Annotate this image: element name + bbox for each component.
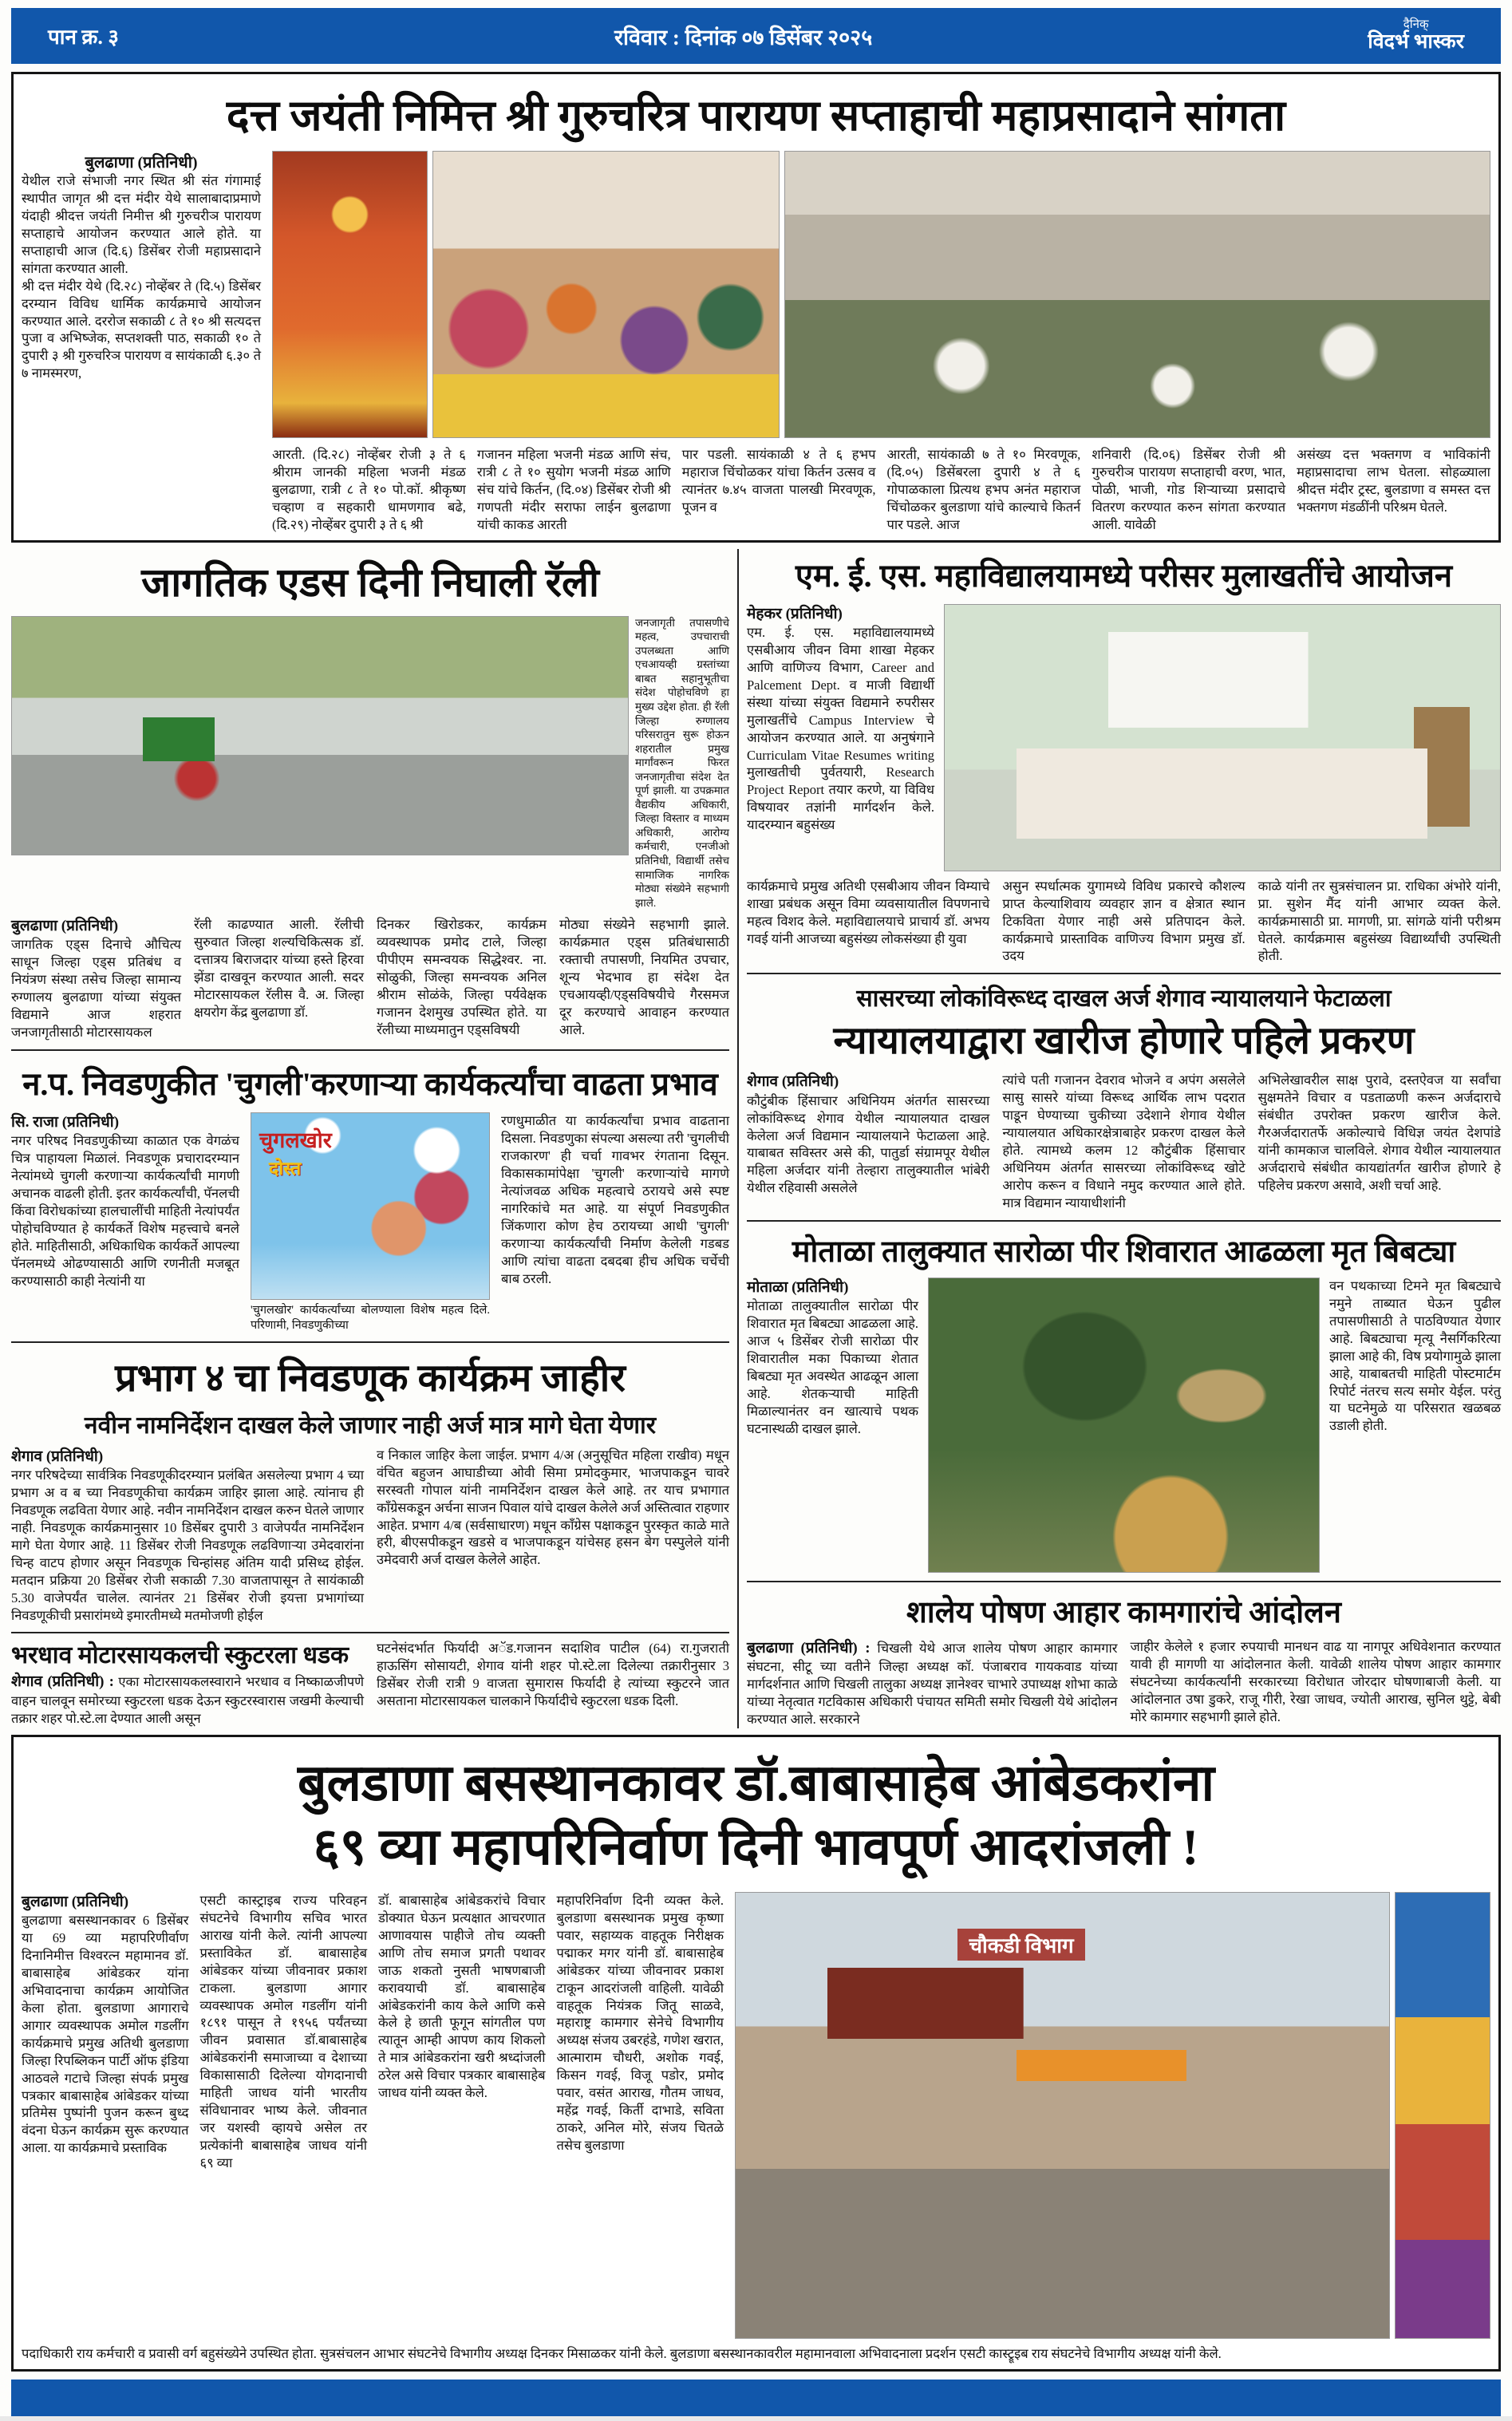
datta-col-5: शनिवारी (दि.०६) डिसेंबर रोजी श्री गुरुचरीञ पारायण सप्ताहाची वरण, भात, पोळी, भाजी, गोड शिऱ्याच्या प्रसादाचे वितरण करण्यात करुन सांगता करण्यात आली. यावेळी	[1092, 447, 1286, 532]
datta-headline: दत्त जयंती निमित्त श्री गुरुचरित्र पारायण सप्ताहाची महाप्रसादाने सांगता	[226, 92, 1286, 140]
nutrition-col-1	[747, 1638, 1118, 1728]
prabhag-byline: शेगाव (प्रतिनिधी)	[11, 1447, 104, 1465]
newspaper-logo	[1368, 19, 1464, 53]
chugalkhor-cartoon-image	[251, 1112, 490, 1300]
chugli-headline: न.प. निवडणुकीत 'चुगली'करणाऱ्या कार्यकर्त्यांचा वाढता प्रभाव	[22, 1066, 718, 1103]
rally-side-column: जनजागृती तपासणीचे महत्व, उपचाराची उपलब्धता आणि एचआयव्ही ग्रस्तांच्या बाबत सहानुभूतीचा संदेश पोहोचविणे हा मुख्य उद्देश होता. ही रॅली जिल्हा रुग्णालय परिसरातुन सुरू होऊन शहरातील प्रमुख मार्गांवरून फिरत जनजागृतीचा संदेश देत पूर्ण झाली. या उपक्रमात वैद्यकीय अधिकारी, जिल्हा विस्तार व माध्यम अधिकारी, आरोग्य कर्मचारी, एनजीओ प्रतिनिधी, विद्यार्थी तसेच सामाजिक नागरिक मोठ्या संख्येने सहभागी झाले.	[635, 616, 729, 909]
scooter-headline: भरधाव मोटारसायकलची स्कुटरला धडक	[11, 1642, 349, 1669]
mes-intro-column	[747, 604, 934, 871]
scooter-col-1	[11, 1640, 364, 1727]
scooter-byline: शेगाव (प्रतिनिधी) :	[11, 1673, 114, 1691]
article-chugli	[11, 1057, 729, 1343]
date-line: रविवार : दिनांक ०७ डिसेंबर २०२५	[614, 25, 873, 49]
article-mes-college	[747, 549, 1501, 981]
article-aids-rally	[11, 549, 729, 1057]
datta-col-1: आरती. (दि.२८) नोव्हेंबर रोजी ३ ते ६ श्रीराम जानकी महिला भजनी मंडळ बुलढाणा, रात्री ८ ते १० पो.कॉ. श्रीकृष्ण चव्हाण व सहकारी धामणगाव बढे, (दि.२९) नोव्हेंबर दुपारी ३ ते ६ श्री	[272, 447, 466, 532]
court-headline-top: सासरच्या लोकांविरूध्द दाखल अर्ज शेगाव न्यायालयाने फेटाळला	[856, 985, 1392, 1013]
prasad-distribution-photo	[784, 151, 1490, 438]
leopard-headline: मोताळा तालुक्यात सारोळा पीर शिवारात आढळला मृत बिबट्या	[792, 1234, 1456, 1269]
mes-byline: मेहकर (प्रतिनिधी)	[747, 605, 843, 622]
datta-paragraph-2: श्री दत्त मंदीर येथे (दि.२८) नोव्हेंबर ते (दि.५) डिसेंबर दरम्यान विविध धार्मिक कार्यक्रमाचे आयोजन करण्यात आले. दररोज सकाळी ८ ते १० श्री सत्यदत्त पुजा व अभिष्जेक, सप्तशक्ती पाठ, सकाळी १० ते दुपारी ३ श्री गुरुचरिञ पारायण व सायंकाळी ६.३० ते ७ नामस्मरण,	[22, 278, 261, 381]
rally-col-3: दिनकर खिरोडकर, कार्यक्रम व्यवस्थापक प्रमोद टाले, जिल्हा पीपीएम समन्वयक सिद्धेश्वर. ना. सोळुकी, जिल्हा समन्वयक अनिल श्रीराम सोळंके, जिल्हा पर्यवेक्षक गजानन देशमुख उपस्थित होते. या रॅलीच्या माध्यमातुन एड्सविषयी	[377, 917, 547, 1037]
ambedkar-col-3: डॉ. बाबासाहेब आंबेडकरांचे विचार डोक्यात घेऊन प्रत्यक्षात आचरणात आणावयास पाहीजे तोच व्यक्ती आणि तोच समाज प्रगती पथावर जाऊ शकतो नुसती भाषणबाजी करावयाची डॉ. बाबासाहेब आंबेडकरांनी काय केले आणि कसे केले हे छाती फूगून सांगतील पण त्यातून आम्ही आपण काय शिकलो ते मात्र आंबेडकरांना खरी श्रध्दांजली ठरेल असे विचार पत्रकार बाबासाहेब जाधव यांनी व्यक्त केले.	[378, 1892, 546, 2101]
ambedkar-headline-line2: ६९ व्या महापरिनिर्वाण दिनी भावपूर्ण आदरांजली !	[313, 1818, 1199, 1875]
ambedkar-headline-line1: बुलडाणा बसस्थानकावर डॉ.बाबासाहेब आंबेडकरांना	[297, 1754, 1215, 1811]
rally-col-2: रॅली काढण्यात आली. रॅलीची सुरुवात जिल्हा शल्यचिकित्सक डॉ. दत्तात्रय बिराजदार यांच्या हस्ते हिरवा झेंडा दाखवून करण्यात आली. सदर मोटारसायकल रॅलीस वै. अ. जिल्हा क्षयरोग केंद्र बुलढाणा डॉ.	[194, 917, 364, 1020]
rally-col-4: मोठ्या संख्येने सहभागी झाले. कार्यक्रमात एड्स प्रतिबंधासाठी रक्ताची तपासणी, नियमित उपचार, शून्य भेदभाव हा संदेश देत एचआयव्ही/एड्सविषयीचे गैरसमज दूर करण्याचे आवाहन करण्यात आले.	[559, 917, 729, 1037]
leopard-byline: मोताळा (प्रतिनिधी)	[747, 1278, 849, 1296]
bus-station-tribute-photo	[735, 1892, 1390, 2339]
rally-col-1-text: जागतिक एड्स दिनाचे औचित्य साधून जिल्हा एड्स प्रतिबंध व नियंत्रण संस्था तसेच जिल्हा सामान्य रुग्णालय बुलढाणा यांच्या संयुक्त विद्यमाने आज शहरात जनजागृतीसाठी मोटारसायकल	[11, 937, 181, 1041]
ambedkar-col-4: महापरिनिर्वाण दिनी व्यक्त केले. बुलडाणा बसस्थानक प्रमुख कृष्णा पवार, सहाय्यक वाहतूक निरीक्षक पद्माकर मगर यांनी डॉ. बाबासाहेब आंबेडकर यांच्या जीवनावर प्रकाश टाकून आदरांजली वाहिली. यावेळी वाहतूक नियंत्रक जितू साळवे, महाराष्ट्र कामगार सेनेचे विभागीय अध्यक्ष संजय उबरहंडे, गणेश खरात, आत्माराम चौधरी, अशोक गवई, किसन गवई, विजू पडोर, प्रमोद पवार, वसंत आराख, गौतम जाधव, महेंद्र गवई, किर्ती दाभाडे, सविता ठाकरे, अनिल मोरे, संजय चितळे तसेच बुलडाणा	[556, 1892, 724, 2154]
datta-byline: बुलढाणा (प्रतिनिधी)	[85, 154, 198, 172]
chugli-col-3: रणधुमाळीत या कार्यकर्त्यांचा प्रभाव वाढताना दिसला. निवडणुका संपल्या असल्या तरी 'चुगलीची राजकारण' ही चर्चा गावभर रंगताना दिसून. विकासकामांपेक्षा 'चुगली' करणाऱ्यांचे मागणे नेत्यांजवळ अधिक महत्वाचे ठरायचे असे स्पष्ट नागरिकांचे मत आहे. या संपूर्ण निवडणुकीत जिंकणारा कोण हेच ठरायच्या आधी 'चुगली' करणाऱ्या कार्यकर्त्यांची निर्माण केलेली गडबड आणि त्यांचा वाढता दबदबा हीच अधिक चर्चेची बाब ठरली.	[501, 1113, 729, 1286]
scooter-col-2: घटनेसंदर्भात फिर्यादी अॅड.गजानन सदाशिव पाटील (64) रा.गुजराती हाऊसिंग सोसायटी, शेगाव यांनी शहर पो.स्टे.ला दिलेल्या तक्रारीनुसार 3 डिसेंबर रोजी रात्री 9 वाजता सुमारास फिर्यादी हे त्यांच्या स्कुटरने जात असताना मोटारसायकल चालकाने फिर्यादीचे स्कुटरला धडक दिली.	[377, 1641, 729, 1709]
rally-col-1	[11, 916, 181, 1041]
chugli-byline: सि. राजा (प्रतिनिधी)	[11, 1114, 120, 1132]
court-col-2: त्यांचे पती गजानन देवराव भोजने व अपंग असलेले सासु सासरे यांच्या विरूध्द आर्थिक लाभ पदरात पाडून घेण्याच्या चुकीच्या उदेशाने शेगाव येथील न्यायालयात अधिकारक्षेत्राबाहेर प्रकरण दाखल केले होते. त्यामध्ये कलम 12 कौटुंबीक हिंसाचार अधिनियम अंतर्गत सासरच्या लोकांविरूध्द खोटे आरोप करून व विधाने नमुद करण्यात आले होते. मात्र विद्यमान न्यायाधीशांनी	[1002, 1072, 1246, 1210]
datta-col-4: आरती, सायंकाळी ७ ते १० मिरवणूक, (दि.०५) डिसेंबरला दुपारी ४ ते ६ गोपाळकाला प्रित्यथ हभप अनंत महाराज चिंचोळकर बुलडाणा यांचे काल्याचे कितर्न पार पडले. आज	[886, 447, 1081, 532]
dead-leopard-photo	[928, 1278, 1320, 1573]
scooter-col-1-text: एका मोटारसायकलस्वाराने भरधाव व निष्काळजीपणे वाहन चालवून समोरच्या स्कुटरला धडक देऊन स्कुटरस्वारास जखमी केल्याची तक्रार शहर पो.स्टे.ला देण्यात आली असून	[11, 1674, 365, 1726]
datta-col-2: गजानन महिला भजनी मंडळ आणि संच, रात्री ८ ते १० सुयोग भजनी मंडळ आणि संच यांचे किर्तन, (दि.०४) डिसेंबर रोजी श्री गणपती मंदीर सराफा लाईन बुलढाणा यांची काकड आरती	[476, 447, 671, 532]
nutrition-headline: शालेय पोषण आहार कामगारांचे आंदोलन	[906, 1595, 1341, 1629]
ambedkar-headline	[22, 1744, 1490, 1892]
article-datta-jayanti	[11, 72, 1501, 543]
mes-seminar-photo	[944, 604, 1501, 871]
chugli-col-1	[11, 1112, 239, 1333]
datta-col-3: पार पडली. सायंकाळी ४ ते ६ हभप महाराज चिंचोळकर यांचा किर्तन उत्सव व त्यानंतर ७.४५ वाजता पालखी मिरवणूक, पूजन व	[681, 447, 876, 515]
colorful-poster-image	[1395, 1892, 1490, 2339]
article-nutrition-protest	[747, 1589, 1501, 1728]
article-scooter-accident	[11, 1640, 729, 1727]
cartoon-word-chugalkhor: चुगलखोर	[259, 1128, 332, 1153]
chugli-col-1-text: नगर परिषद निवडणुकीच्या काळात एक वेगळंच चित्र पाहायला मिळालं. निवडणूक प्रचारादरम्यान नेत्यांमध्ये चुगली करणाऱ्या कार्यकर्त्यांची मागणी अचानक वाढली होती. इतर कार्यकर्त्यांची, पॅनलची किंवा विरोधकांच्या हालचालींची माहिती नेत्यांपर्यंत पोहोचविण्यात हे कार्यकर्ते विशेष महत्त्वाचे बनले होते. माहितीसाठी, अधिकाधिक कार्यकर्ते आपल्या पॅनलमध्ये ओढण्यासाठी आणि रणनीती मजबूत करण्यासाठी काही नेत्यांनी या	[11, 1133, 239, 1289]
court-byline: शेगाव (प्रतिनिधी)	[747, 1073, 839, 1091]
chugli-cartoon-block	[251, 1112, 490, 1333]
brand-main: विदर्भ भास्कर	[1368, 30, 1464, 53]
footer-bar	[11, 2380, 1501, 2416]
prabhag-col-1-text: नगर परिषदेच्या सार्वत्रिक निवडणूकीदरम्यान प्रलंबित असलेल्या प्रभाग 4 च्या प्रभाग अ व ब च्या निवडणूकीचा कार्यक्रम जाहिर झाला आहे. त्यांनाच ही निवडणूक लढविता येणार आहे. नवीन नामनिर्देशन दाखल करुन घेतले जाणार नाही. निवडणूक कार्यक्रमानुसार 10 डिसेंबर दुपारी 3 वाजेपर्यंत नामनिर्देशन मागे घेता येणार आहे. 11 डिसेंबर रोजी निवडणूक लढविणाऱ्या उमेदवारांना चिन्ह वाटप होणार असून निवडणूक चिन्हांसह अंतिम यादी प्रसिध्द होईल. मतदान प्रक्रिया 20 डिसेंबर रोजी सकाळी 7.30 वाजतापासून ते सायंकाळी 5.30 वाजेपर्यंत चालेल. त्यानंतर 21 डिसेंबर रोजी इयत्ता प्रभागांच्या निवडणूकीची प्रसारांमध्ये इमारतीमध्ये मतमोजणी होईल	[11, 1467, 364, 1623]
ambedkar-byline: बुलढाणा (प्रतिनिधी)	[22, 1893, 129, 1910]
mes-headline: एम. ई. एस. महाविद्यालयामध्ये परीसर मुलाखतींचे आयोजन	[795, 557, 1453, 594]
masthead-bar	[11, 8, 1501, 64]
nutrition-col-2: जाहीर केलेले १ हजार रुपयाची मानधन वाढ या नागपूर अधिवेशनात करण्यात यावी ही मागणी या आंदोलनात केली. यावेळी शालेय पोषण आहार कामगार संघटनेच्या कार्यकर्त्यांनी सरकारच्या विरोधात जोरदार घोषणाबाजी केली. या आंदोलनात उषा डुकरे, राजू गीरी, रेखा जाधव, ज्योती आराख, सुनिल थुट्टे, बेबी मोरे कामगार सहभागी झाले होते.	[1130, 1638, 1501, 1724]
court-col-3: अभिलेखावरील साक्ष पुरावे, दस्तऐवज या सर्वांचा सुक्षमतेने विचार व पडताळणी करून अर्जदाराचे संबंधीत उपरोक्त प्रकरण खारीज केले. गैरअर्जदारातर्फे अकोल्याचे विधिज्ञ जयंत देशपांडे यांनी कामकाज चालविले. शेगाव येथील न्यायालयात अर्जदाराचे संबंधीत कायद्यांतर्गत खारीज होणारे हे पहिलेच प्रकरण असावे, अशी चर्चा आहे.	[1257, 1072, 1501, 1193]
prabhag-headline: प्रभाग ४ चा निवडणूक कार्यक्रम जाहीर	[115, 1357, 626, 1400]
mes-col-3: काळे यांनी तर सुत्रसंचालन प्रा. राधिका अंभोरे यांनी, प्रा. सुशेन मैंद यांनी आभार व्यक्त केले. कार्यक्रमासाठी प्रा. मागणी, प्रा. सांगळे यांनी परीश्रम घेतले. कार्यक्रमास बहुसंख्य विद्यार्थ्यांची उपस्थिती होती.	[1257, 878, 1501, 964]
article-court-case	[747, 981, 1501, 1222]
page-number: पान क्र. ३	[48, 26, 119, 49]
ambedkar-col-1-text: बुलढाणा बसस्थानकावर 6 डिसेंबर या 69 व्या महापरिणीर्वाण दिनानिमीत्त विश्वरत्न महामानव डॉ. बाबासाहेब आंबेडकर यांना अभिवादनाचा कार्यक्रम आयोजित केला होता. बुलडाणा आगाराचे आगार व्यवस्थापक अमोल गडलींग कार्यक्रमाचे प्रमुख अतिथी बुलडाणा जिल्हा रिपब्लिकन पार्टी ऑफ इंडिया आठवले गटाचे जिल्हा संपर्क प्रमुख पत्रकार बाबासाहेब आंबेडकर यांच्या प्रतिमेस पुष्पांनी पुजन करून बुध्द वंदना घेऊन कार्यक्रम सुरू करण्यात आला. या कार्यक्रमाचे प्रस्ताविक	[22, 1913, 189, 2156]
rally-byline: बुलढाणा (प्रतिनिधी)	[11, 918, 119, 935]
datta-intro-column	[22, 151, 261, 534]
leopard-col-1-text: मोताळा तालुक्यातील सारोळा पीर शिवारात मृत बिबट्या आढळला आहे. आज ५ डिसेंबर रोजी सारोळा पीर शिवारातील मका पिकाच्या शेतात बिबट्या मृत अवस्थेत आढळून आला आहे. शेतकऱ्याची माहिती मिळाल्यानंतर वन खात्याचे पथक घटनास्थळी दाखल झाले.	[747, 1298, 918, 1436]
ambedkar-col-2: एसटी कास्ट्राइब राज्य परिवहन संघटनेचे विभागीय सचिव भारत आराख यांनी केले. त्यांनी आपल्या प्रस्ताविकेत डॉ. बाबासाहेब आंबेडकर यांच्या जीवनावर प्रकाश टाकला. बुलडाणा आगार व्यवस्थापक अमोल गडलींग यांनी १८९१ पासून ते १९५६ पर्यंतच्या जीवन प्रवासात डॉ.बाबासाहेब आंबेडकरांनी समाजाच्या व देशाच्या विकासासाठी दिलेल्या योगदानाची माहिती जाधव यांनी भारतीय संविधानावर भाष्य केले. जीवनात जर यशस्वी व्हायचे असेल तर प्रत्येकांनी बाबासाहेब जाधव यांनी ६९ व्या	[199, 1892, 367, 2170]
prabhag-subhead: नवीन नामनिर्देशन दाखल केले जाणार नाही अर्ज मात्र मागे घेता येणार	[84, 1412, 657, 1439]
datta-paragraph-1: येथील राजे संभाजी नगर स्थित श्री संत गंगामाई स्थापीत जागृत श्री दत्त मंदीर येथे सालाबादाप्रमाणे यंदाही श्रीदत्त जयंती निमीत्त श्री गुरुचरीञ पारायण सप्ताहाचे आयोजन करण्यात आले होते. या सप्ताहाची आज (दि.६) डिसेंबर रोजी महाप्रसादाने सांगता करण्यात आली.	[22, 173, 261, 276]
nutrition-byline: बुलढाणा (प्रतिनिधी) :	[747, 1639, 870, 1657]
mes-col-1: कार्यक्रमाचे प्रमुख अतिथी एसबीआय जीवन विम्याचे शाखा प्रबंधक असून विमा व्यवसायातील विपणनाचे महत्व विशद केले. महाविद्यालयाचे प्राचार्य डॉ. अभय गवई यांनी आजच्या बहुसंख्य लोकसंख्या ही युवा	[747, 878, 990, 946]
leopard-col-1	[747, 1278, 918, 1573]
photo-banner-text: चौकडी विभाग	[957, 1929, 1084, 1961]
rally-photo	[11, 616, 629, 855]
nutrition-col-1-text: चिखली येथे आज शालेय पोषण आहार कामगार संघटना, सीटू च्या वतीने जिल्हा अध्यक्ष कॉ. पंजाबराव गायकवाड यांच्या मार्गदर्शनात आणि चिखली तालुका अध्यक्ष ज्ञानेश्वर चाभारे उपाध्यक्ष शोभा काळे यांच्या नेतृत्वात गटविकास अधिकारी पंचायत समिती समोर चिखली येथे आंदोलन करण्यात आले. सरकारने	[747, 1640, 1118, 1727]
mes-intro-text: एम. ई. एस. महाविद्यालयामध्ये एसबीआय जीवन विमा शाखा मेहकर आणि वाणिज्य विभाग, Career and Palcement Dept. व माजी विद्यार्थी संस्था यांच्या संयुक्त विद्यमाने रुपरीसर मुलाखतींचे Campus Interview चे आयोजन करण्यात आले. या अनुषंगाने Curriculam Vitae Resumes writing मुलाखतीची पुर्वतयारी, Research Project Report तयार करणे, या विविध विषयावर तज्ञांनी मार्गदर्शन केले. यादरम्यान बहुसंख्य	[747, 624, 934, 833]
prabhag-col-1	[11, 1447, 364, 1625]
cartoon-word-dost: दोस्त	[269, 1159, 302, 1179]
article-dead-leopard	[747, 1228, 1501, 1582]
ambedkar-foot-line: पदाधिकारी राय कर्मचारी व प्रवासी वर्ग बहुसंख्येने उपस्थित होता. सुत्रसंचलन आभार संघटनेचे विभागीय अध्यक्ष दिनकर मिसाळकर यांनी केले. बुलडाणा बसस्थानकावरील महामानवाला अभिवादनाला प्रदर्शन एसटी कास्ट्रूइब राय संघटनेचे विभागीय अध्यक्ष यांनी केले.	[22, 2345, 1222, 2361]
brand-top: दैनिक्	[1403, 18, 1429, 31]
court-headline-main: न्यायालयाद्वारा खारीज होणारे पहिले प्रकरण	[833, 1020, 1415, 1063]
chugli-cartoon-caption: 'चुगलखोर' कार्यकर्त्यांच्या बोलण्याला विशेष महत्व दिले. परिणामी, निवडणुकीच्या	[251, 1304, 490, 1332]
ambedkar-col-1	[22, 1892, 189, 2339]
prabhag-col-2: व निकाल जाहिर केला जाईल. प्रभाग 4/अ (अनुसूचित महिला राखीव) मधून वंचित बहुजन आघाडीच्या ओवी सिमा प्रमोदकुमार, भाजपाकडून चावरे सरस्वती गोपाल यांनी नामनिर्देशन दाखल केले आहे. तर याच प्रभागात काँग्रेसकडून अर्चना साजन पिवाल यांचे दाखल केलेले अर्ज अस्तित्वात राहणार आहेत. प्रभाग 4/ब (सर्वसाधारण) मधून काँग्रेस पक्षाकडून पुरस्कृत काळे माते हरी, बीएसपीकडून खडसे व भाजपाकडून यांचेसह हसन बेग पस्पुलेले यांनी उमेदवारी अर्ज दाखल केलेले आहेत.	[377, 1447, 729, 1568]
court-col-1	[747, 1072, 989, 1212]
leopard-col-2: वन पथकाच्या टिमने मृत बिबट्याचे नमुने ताब्यात घेऊन पुढील तपासणीसाठी ते पाठविण्यात येणार आहे. बिबट्याचा मृत्यू नैसर्गिकरित्या झाला आहे की, विष प्रयोगामुळे झाला आहे, याबाबतची माहिती पोस्टमार्टम रिपोर्ट नंतरच सत्य समोर येईल. परंतु या घटनेमुळे या परिसरात खळबळ उडाली होती.	[1329, 1278, 1501, 1434]
article-ambedkar-tribute	[11, 1735, 1501, 2372]
article-prabhag-election	[11, 1349, 729, 1634]
bhajan-mandal-photo	[432, 151, 780, 438]
datta-idol-photo	[272, 151, 428, 438]
mes-col-2: असुन स्पर्धात्मक युगामध्ये विविध प्रकारचे कौशल्य प्राप्त केल्याशिवाय व्यवहार ज्ञान व क्षेत्रात स्थान टिकविता येणार नाही असे प्रतिपादन केले. कार्यक्रमाचे प्रास्ताविक वाणिज्य विभाग प्रमुख डॉ. उदय	[1002, 878, 1246, 964]
rally-headline: जागतिक एडस दिनी निघाली रॅली	[141, 559, 599, 605]
datta-col-6: असंख्य दत्त भक्तगण व भाविकांनी महाप्रसादाचा लाभ घेतला. सोहळ्याला श्रीदत्त मंदीर ट्रस्ट, बुलडाणा व समस्त दत्त भक्तगण मंडळींनी परिश्रम घेतले.	[1297, 447, 1490, 515]
court-col-1-text: कौटुंबीक हिंसाचार अधिनियम अंतर्गत सासरच्या लोकांविरूध्द शेगाव येथील न्यायालयात दाखल केलेला अर्ज विद्यमान न्यायालयाने फेटाळला आहे. याबाबत सविस्तर असे की, पातुर्डा संग्रामपूर येथील महिला अर्जदार यांनी तेल्हारा तालुक्यातील भांबेरी येथील रहिवासी असलेले	[747, 1092, 990, 1196]
